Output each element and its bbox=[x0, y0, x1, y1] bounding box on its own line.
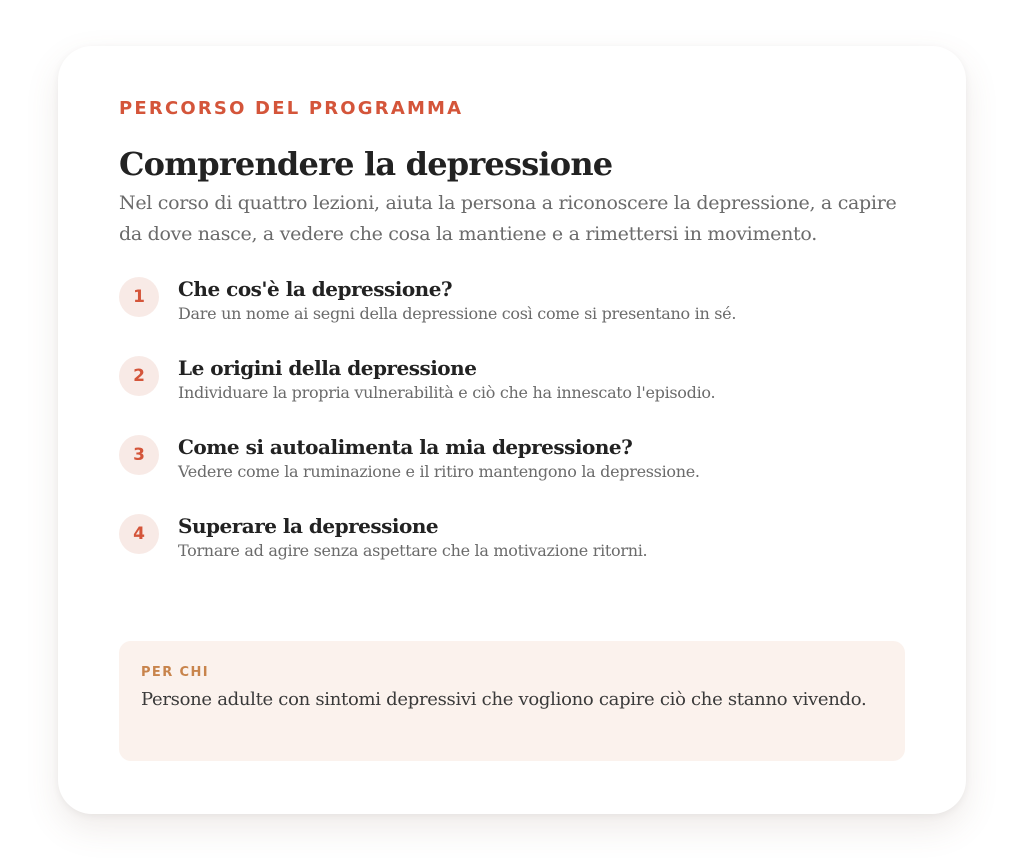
lesson-number-badge: 3 bbox=[119, 435, 159, 475]
audience-box bbox=[119, 641, 905, 761]
lesson-description: Vedere come la ruminazione e il ritiro mantengono la depressione. bbox=[178, 462, 700, 481]
lesson-title: Come si autoalimenta la mia depressione? bbox=[178, 435, 633, 459]
lesson-text bbox=[178, 434, 700, 484]
lesson-item bbox=[119, 276, 905, 355]
lesson-title: Le origini della depressione bbox=[178, 356, 477, 380]
lesson-number-badge: 4 bbox=[119, 514, 159, 554]
lesson-text bbox=[178, 355, 715, 405]
section-eyebrow: PERCORSO DEL PROGRAMMA bbox=[119, 98, 464, 119]
lesson-item bbox=[119, 513, 905, 592]
program-intro: Nel corso di quattro lezioni, aiuta la persona a riconoscere la depressione, a capire da dove nasce, a vedere che cosa la mantiene e a rimettersi in movimento. bbox=[119, 192, 897, 245]
lesson-title: Che cos'è la depressione? bbox=[178, 277, 453, 301]
lesson-item bbox=[119, 355, 905, 434]
audience-text: Persone adulte con sintomi depressivi che vogliono capire ciò che stanno vivendo. bbox=[141, 689, 867, 710]
program-card bbox=[58, 46, 966, 814]
lesson-text bbox=[178, 513, 647, 563]
lesson-description: Tornare ad agire senza aspettare che la motivazione ritorni. bbox=[178, 541, 648, 560]
program-title: Comprendere la depressione bbox=[119, 145, 613, 183]
lesson-title: Superare la depressione bbox=[178, 514, 439, 538]
lesson-list bbox=[119, 276, 905, 592]
lesson-description: Individuare la propria vulnerabilità e ciò che ha innescato l'episodio. bbox=[178, 383, 716, 402]
lesson-item bbox=[119, 434, 905, 513]
lesson-text bbox=[178, 276, 736, 326]
lesson-description: Dare un nome ai segni della depressione così come si presentano in sé. bbox=[178, 304, 737, 323]
audience-label: PER CHI bbox=[141, 665, 210, 680]
lesson-number-badge: 2 bbox=[119, 356, 159, 396]
lesson-number-badge: 1 bbox=[119, 277, 159, 317]
